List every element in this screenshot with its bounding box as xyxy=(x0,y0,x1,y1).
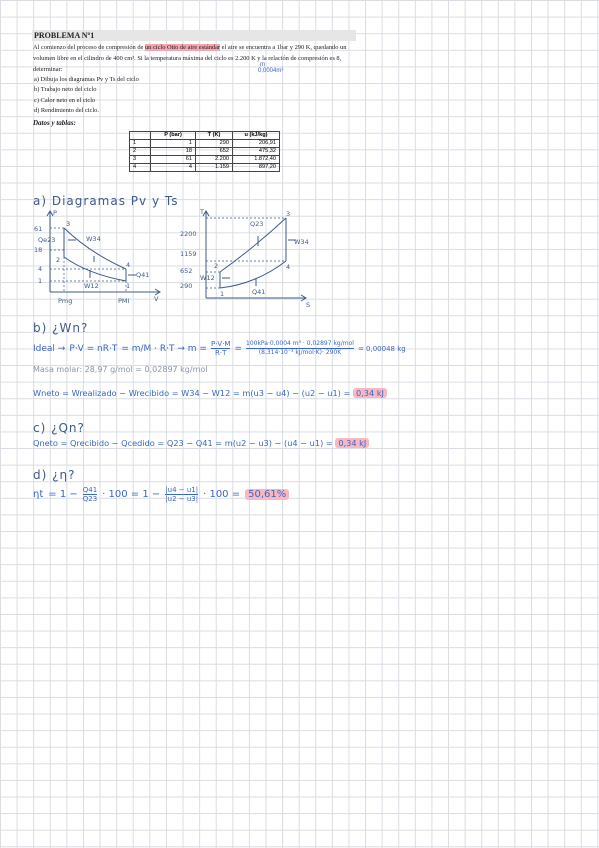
efficiency-symbol: ηt xyxy=(33,489,44,500)
ts-axis-s-label: S xyxy=(306,301,311,309)
efficiency-result: 50,61% xyxy=(245,489,289,500)
mass-values-fraction xyxy=(246,340,354,357)
question-a: a) Dibuja los diagramas Pv y Ts del ciclo xyxy=(34,76,139,83)
mass-note xyxy=(258,62,283,74)
efficiency-fraction-1 xyxy=(83,486,97,503)
efficiency-eq2: · 100 = 1 − xyxy=(102,489,161,500)
part-b-title: b) ¿Wn? xyxy=(33,321,89,335)
pv-tick-18: 18 xyxy=(34,246,43,254)
ts-label-w12: W12 xyxy=(200,274,215,282)
problem-statement xyxy=(33,42,363,75)
ts-point-4: 4 xyxy=(286,263,291,271)
pv-tick-61: 61 xyxy=(34,225,43,233)
table-cell: 652 xyxy=(196,148,233,156)
ts-label-w34: W34 xyxy=(294,238,309,246)
pv-tick-1: 1 xyxy=(38,277,43,285)
ts-point-2: 2 xyxy=(214,262,219,270)
part-d-title: d) ¿η? xyxy=(33,468,76,482)
ts-point-1: 1 xyxy=(220,290,225,298)
table-cell: 61 xyxy=(151,156,196,164)
efficiency-frac1-num: Q41 xyxy=(82,486,98,494)
table-row xyxy=(130,140,280,148)
efficiency-eq1: = 1 − xyxy=(48,489,78,500)
state-table xyxy=(129,131,280,172)
question-b: b) Trabajo neto del ciclo xyxy=(34,86,97,94)
pv-diagram xyxy=(28,208,168,310)
work-net-line xyxy=(33,388,387,398)
table-header-cell: T (K) xyxy=(196,132,233,140)
table-header-cell: u (kJ/kg) xyxy=(233,132,280,140)
mass-note-volume: 0,0004m³ xyxy=(258,68,284,74)
pv-point-2: 2 xyxy=(56,256,61,264)
pv-tick-4: 4 xyxy=(38,265,43,273)
pv-label-qe23: Qe23 xyxy=(38,236,56,244)
mass-values-den: (8,314·10⁻³ kJ/mol·K)· 290K xyxy=(258,349,342,356)
table-cell: 1.872,40 xyxy=(233,156,280,164)
pv-axis-p-label: P xyxy=(53,209,57,217)
ts-tick-1159: 1159 xyxy=(180,250,197,258)
table-cell: 2 xyxy=(130,148,151,156)
table-cell: 4 xyxy=(151,164,196,172)
mass-formula-num: P·V·M xyxy=(210,340,231,348)
efficiency-frac2-den: |u2 − u3| xyxy=(165,495,199,503)
table-cell: 897,20 xyxy=(233,164,280,172)
work-net-result: 0,34 kJ xyxy=(353,388,387,398)
table-header-cell: P (bar) xyxy=(151,132,196,140)
work-net-equation: Wneto = Wrealizado − Wrecibido = W34 − W12 = m(u3 − u4) − (u2 − u1) = xyxy=(33,388,351,398)
pv-point-3: 3 xyxy=(66,220,71,228)
efficiency-eq3: · 100 = xyxy=(203,489,241,500)
efficiency-line xyxy=(33,486,289,503)
ts-axis-t-label: T xyxy=(200,208,204,216)
table-cell: 1.159 xyxy=(196,164,233,172)
statement-text-1: Al comienzo del proceso de compresión de xyxy=(33,44,145,51)
state-table-header xyxy=(130,132,280,140)
table-header-cell xyxy=(130,132,151,140)
table-cell: 475,32 xyxy=(233,148,280,156)
ts-label-q23: Q23 xyxy=(250,220,264,228)
table-cell: 2.200 xyxy=(196,156,233,164)
table-cell: 3 xyxy=(130,156,151,164)
heat-net-line xyxy=(33,438,369,448)
ts-tick-2200: 2200 xyxy=(180,230,197,238)
pv-label-w12: W12 xyxy=(84,282,99,290)
mass-result: = 0,00048 kg xyxy=(357,344,406,353)
table-row xyxy=(130,148,280,156)
efficiency-frac2-num: |u4 − u1| xyxy=(165,486,199,494)
ts-tick-290: 290 xyxy=(180,282,193,290)
problem-header: PROBLEMA Nº1 xyxy=(32,30,356,41)
table-cell: 290 xyxy=(196,140,233,148)
mass-formula-den: R·T xyxy=(215,349,227,357)
ts-tick-652: 652 xyxy=(180,267,193,275)
pv-label-q41: Q41 xyxy=(136,271,150,279)
efficiency-frac1-den: Q23 xyxy=(82,495,98,503)
pv-tick-pmi: PMI xyxy=(118,297,130,305)
table-cell: 18 xyxy=(151,148,196,156)
ideal-prefix: Ideal → xyxy=(33,343,66,354)
molar-mass-line: Masa molar: 28,97 g/mol = 0,02897 kg/mol xyxy=(33,365,208,374)
heat-net-result: 0,34 kJ xyxy=(335,438,369,448)
mass-note-m: m xyxy=(260,62,265,68)
heat-net-equation: Qneto = Qrecibido − Qcedido = Q23 − Q41 = m(u2 − u3) − (u4 − u1) = xyxy=(33,438,333,448)
ts-point-3: 3 xyxy=(286,210,291,218)
efficiency-fraction-2 xyxy=(165,486,198,503)
mass-values-num: 100kPa·0,0004 m³ · 0,02897 kg/mol xyxy=(246,340,354,347)
table-cell: 1 xyxy=(130,140,151,148)
diagrams-title: a) Diagramas Pv y Ts xyxy=(33,194,179,208)
pv-point-1: 1 xyxy=(126,282,131,290)
question-d: d) Rendimiento del ciclo. xyxy=(34,106,99,114)
statement-highlight: un ciclo Otto de aire estándar xyxy=(144,44,221,51)
table-cell: 206,91 xyxy=(233,140,280,148)
ideal-equation: P·V = nR·T xyxy=(69,343,118,354)
mass-formula-fraction xyxy=(211,340,231,357)
question-list xyxy=(34,75,139,116)
ideal-gas-line: Ideal → P·V = nR·T = m/M · R·T → m = $\frac{P\cdot V\cdot M}{R\cdot T}$ = 100kPa·0,0004 m³ · 0,02897 kg/mol (8,314·10⁻³ kJ/mol·K)· 290K = 0,00048 kg xyxy=(33,340,406,357)
pv-label-w34: W34 xyxy=(86,235,101,243)
statement-text-2: el aire se encuentra a 1bar y 290 K, quedando un volumen libre en el cilindro de 400 cm³. Si la temperatura máxima del ciclo es 2.200 K y la relación de compresión es 8, determinar: xyxy=(33,44,347,73)
ts-diagram xyxy=(176,206,316,310)
question-c: c) Calor neto en el ciclo xyxy=(34,96,96,104)
given-label: Datos y tablas: xyxy=(33,119,76,127)
part-c-title: c) ¿Qn? xyxy=(33,421,85,435)
ts-label-q41: Q41 xyxy=(252,288,266,296)
pv-axis-v-label: V xyxy=(154,295,159,303)
table-cell: 1 xyxy=(151,140,196,148)
ideal-mid: = m/M · R·T → m = xyxy=(121,343,207,354)
pv-tick-pmg: Pmg xyxy=(58,297,73,305)
pv-point-4: 4 xyxy=(126,261,131,269)
table-row xyxy=(130,164,280,172)
table-row xyxy=(130,156,280,164)
table-cell: 4 xyxy=(130,164,151,172)
